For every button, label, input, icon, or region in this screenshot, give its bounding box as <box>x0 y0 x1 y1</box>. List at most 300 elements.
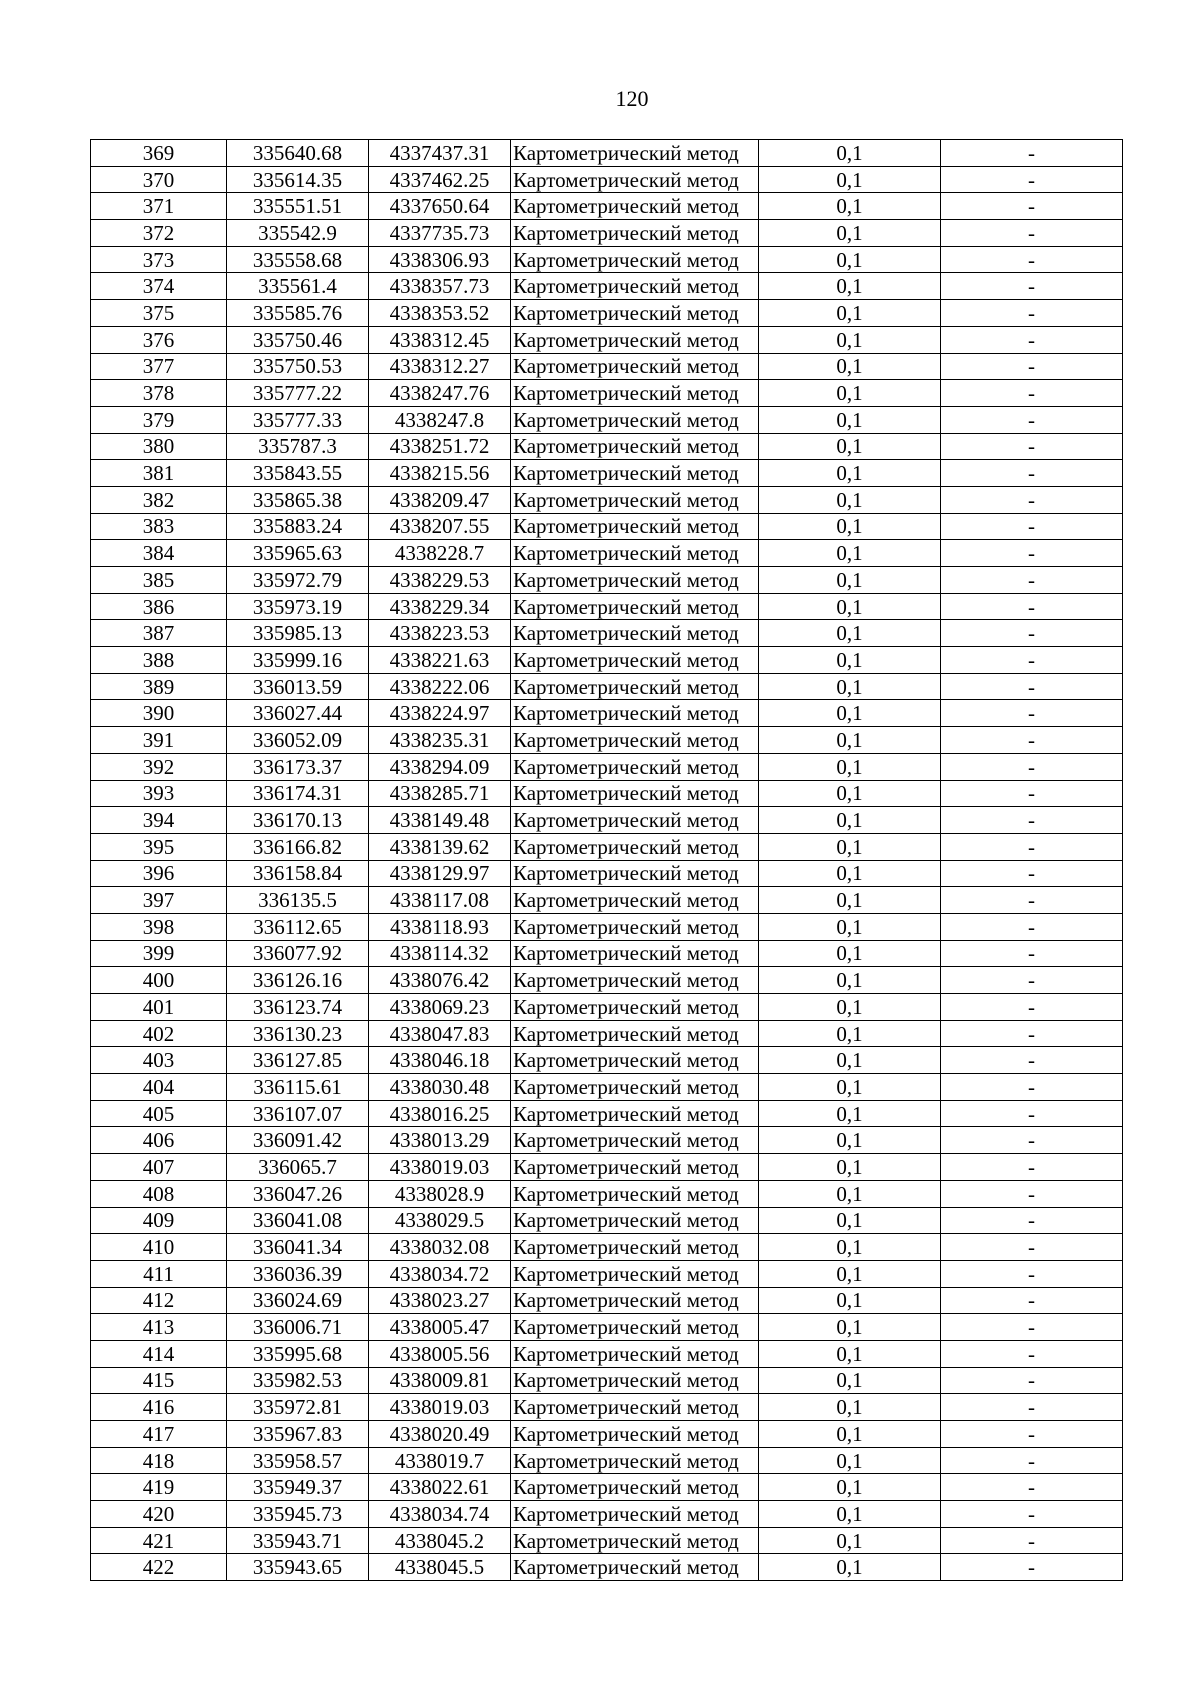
method-cell: Картометрический метод <box>511 1554 759 1581</box>
table-row <box>91 140 1123 167</box>
accuracy-cell: 0,1 <box>759 1421 941 1448</box>
table-row <box>91 994 1123 1021</box>
x-coordinate-cell: 336112.65 <box>227 913 369 940</box>
note-cell: - <box>941 1447 1123 1474</box>
method-cell: Картометрический метод <box>511 540 759 567</box>
table-row <box>91 1047 1123 1074</box>
point-number-cell: 381 <box>91 460 227 487</box>
accuracy-cell: 0,1 <box>759 1154 941 1181</box>
table-row <box>91 1367 1123 1394</box>
point-number-cell: 384 <box>91 540 227 567</box>
note-cell: - <box>941 193 1123 220</box>
y-coordinate-cell: 4338013.29 <box>369 1127 511 1154</box>
note-cell: - <box>941 220 1123 247</box>
accuracy-cell: 0,1 <box>759 753 941 780</box>
point-number-cell: 414 <box>91 1340 227 1367</box>
note-cell: - <box>941 620 1123 647</box>
y-coordinate-cell: 4338045.5 <box>369 1554 511 1581</box>
x-coordinate-cell: 336115.61 <box>227 1074 369 1101</box>
y-coordinate-cell: 4338207.55 <box>369 513 511 540</box>
point-number-cell: 406 <box>91 1127 227 1154</box>
method-cell: Картометрический метод <box>511 273 759 300</box>
method-cell: Картометрический метод <box>511 1154 759 1181</box>
accuracy-cell: 0,1 <box>759 860 941 887</box>
accuracy-cell: 0,1 <box>759 1394 941 1421</box>
method-cell: Картометрический метод <box>511 1127 759 1154</box>
accuracy-cell: 0,1 <box>759 1367 941 1394</box>
point-number-cell: 389 <box>91 673 227 700</box>
method-cell: Картометрический метод <box>511 647 759 674</box>
y-coordinate-cell: 4337735.73 <box>369 220 511 247</box>
point-number-cell: 421 <box>91 1527 227 1554</box>
point-number-cell: 379 <box>91 406 227 433</box>
x-coordinate-cell: 335949.37 <box>227 1474 369 1501</box>
x-coordinate-cell: 335750.53 <box>227 353 369 380</box>
y-coordinate-cell: 4337437.31 <box>369 140 511 167</box>
table-row <box>91 1074 1123 1101</box>
y-coordinate-cell: 4338247.76 <box>369 380 511 407</box>
point-number-cell: 394 <box>91 807 227 834</box>
x-coordinate-cell: 335561.4 <box>227 273 369 300</box>
point-number-cell: 403 <box>91 1047 227 1074</box>
note-cell: - <box>941 647 1123 674</box>
point-number-cell: 412 <box>91 1287 227 1314</box>
point-number-cell: 415 <box>91 1367 227 1394</box>
y-coordinate-cell: 4338312.27 <box>369 353 511 380</box>
accuracy-cell: 0,1 <box>759 673 941 700</box>
table-row <box>91 486 1123 513</box>
accuracy-cell: 0,1 <box>759 1207 941 1234</box>
point-number-cell: 377 <box>91 353 227 380</box>
note-cell: - <box>941 967 1123 994</box>
accuracy-cell: 0,1 <box>759 486 941 513</box>
point-number-cell: 370 <box>91 166 227 193</box>
accuracy-cell: 0,1 <box>759 967 941 994</box>
accuracy-cell: 0,1 <box>759 940 941 967</box>
x-coordinate-cell: 335972.79 <box>227 567 369 594</box>
table-row <box>91 166 1123 193</box>
note-cell: - <box>941 166 1123 193</box>
method-cell: Картометрический метод <box>511 620 759 647</box>
point-number-cell: 396 <box>91 860 227 887</box>
y-coordinate-cell: 4338224.97 <box>369 700 511 727</box>
accuracy-cell: 0,1 <box>759 1287 941 1314</box>
point-number-cell: 405 <box>91 1100 227 1127</box>
point-number-cell: 391 <box>91 727 227 754</box>
table-row <box>91 1207 1123 1234</box>
method-cell: Картометрический метод <box>511 513 759 540</box>
table-row <box>91 273 1123 300</box>
method-cell: Картометрический метод <box>511 486 759 513</box>
note-cell: - <box>941 940 1123 967</box>
accuracy-cell: 0,1 <box>759 833 941 860</box>
accuracy-cell: 0,1 <box>759 1074 941 1101</box>
note-cell: - <box>941 1100 1123 1127</box>
accuracy-cell: 0,1 <box>759 406 941 433</box>
x-coordinate-cell: 335865.38 <box>227 486 369 513</box>
accuracy-cell: 0,1 <box>759 353 941 380</box>
note-cell: - <box>941 807 1123 834</box>
y-coordinate-cell: 4338069.23 <box>369 994 511 1021</box>
accuracy-cell: 0,1 <box>759 1554 941 1581</box>
accuracy-cell: 0,1 <box>759 246 941 273</box>
x-coordinate-cell: 335542.9 <box>227 220 369 247</box>
method-cell: Картометрический метод <box>511 887 759 914</box>
method-cell: Картометрический метод <box>511 166 759 193</box>
y-coordinate-cell: 4338114.32 <box>369 940 511 967</box>
table-row <box>91 1527 1123 1554</box>
table-row <box>91 673 1123 700</box>
method-cell: Картометрический метод <box>511 380 759 407</box>
point-number-cell: 383 <box>91 513 227 540</box>
method-cell: Картометрический метод <box>511 700 759 727</box>
accuracy-cell: 0,1 <box>759 1314 941 1341</box>
accuracy-cell: 0,1 <box>759 1474 941 1501</box>
y-coordinate-cell: 4338117.08 <box>369 887 511 914</box>
table-row <box>91 940 1123 967</box>
point-number-cell: 417 <box>91 1421 227 1448</box>
point-number-cell: 400 <box>91 967 227 994</box>
y-coordinate-cell: 4337650.64 <box>369 193 511 220</box>
table-row <box>91 967 1123 994</box>
point-number-cell: 420 <box>91 1501 227 1528</box>
accuracy-cell: 0,1 <box>759 220 941 247</box>
x-coordinate-cell: 336091.42 <box>227 1127 369 1154</box>
x-coordinate-cell: 335750.46 <box>227 326 369 353</box>
method-cell: Картометрический метод <box>511 300 759 327</box>
y-coordinate-cell: 4338235.31 <box>369 727 511 754</box>
note-cell: - <box>941 513 1123 540</box>
note-cell: - <box>941 140 1123 167</box>
y-coordinate-cell: 4338019.7 <box>369 1447 511 1474</box>
table-row <box>91 1421 1123 1448</box>
y-coordinate-cell: 4338222.06 <box>369 673 511 700</box>
method-cell: Картометрический метод <box>511 727 759 754</box>
accuracy-cell: 0,1 <box>759 887 941 914</box>
note-cell: - <box>941 700 1123 727</box>
note-cell: - <box>941 887 1123 914</box>
y-coordinate-cell: 4338019.03 <box>369 1394 511 1421</box>
x-coordinate-cell: 336024.69 <box>227 1287 369 1314</box>
note-cell: - <box>941 1074 1123 1101</box>
table-row <box>91 780 1123 807</box>
point-number-cell: 419 <box>91 1474 227 1501</box>
table-row <box>91 1314 1123 1341</box>
table-row <box>91 1260 1123 1287</box>
x-coordinate-cell: 335945.73 <box>227 1501 369 1528</box>
y-coordinate-cell: 4338129.97 <box>369 860 511 887</box>
note-cell: - <box>941 1207 1123 1234</box>
table-row <box>91 300 1123 327</box>
accuracy-cell: 0,1 <box>759 593 941 620</box>
x-coordinate-cell: 335943.71 <box>227 1527 369 1554</box>
x-coordinate-cell: 336107.07 <box>227 1100 369 1127</box>
note-cell: - <box>941 1554 1123 1581</box>
method-cell: Картометрический метод <box>511 246 759 273</box>
note-cell: - <box>941 1047 1123 1074</box>
point-number-cell: 407 <box>91 1154 227 1181</box>
note-cell: - <box>941 994 1123 1021</box>
table-row <box>91 833 1123 860</box>
y-coordinate-cell: 4338032.08 <box>369 1234 511 1261</box>
accuracy-cell: 0,1 <box>759 460 941 487</box>
point-number-cell: 397 <box>91 887 227 914</box>
x-coordinate-cell: 336027.44 <box>227 700 369 727</box>
note-cell: - <box>941 1340 1123 1367</box>
note-cell: - <box>941 300 1123 327</box>
y-coordinate-cell: 4338228.7 <box>369 540 511 567</box>
y-coordinate-cell: 4338306.93 <box>369 246 511 273</box>
note-cell: - <box>941 1501 1123 1528</box>
method-cell: Картометрический метод <box>511 140 759 167</box>
table-row <box>91 353 1123 380</box>
x-coordinate-cell: 335614.35 <box>227 166 369 193</box>
accuracy-cell: 0,1 <box>759 1260 941 1287</box>
note-cell: - <box>941 406 1123 433</box>
x-coordinate-cell: 336126.16 <box>227 967 369 994</box>
point-number-cell: 372 <box>91 220 227 247</box>
y-coordinate-cell: 4338221.63 <box>369 647 511 674</box>
method-cell: Картометрический метод <box>511 1234 759 1261</box>
point-number-cell: 422 <box>91 1554 227 1581</box>
y-coordinate-cell: 4338229.53 <box>369 567 511 594</box>
accuracy-cell: 0,1 <box>759 273 941 300</box>
point-number-cell: 411 <box>91 1260 227 1287</box>
x-coordinate-cell: 335982.53 <box>227 1367 369 1394</box>
table-row <box>91 246 1123 273</box>
note-cell: - <box>941 433 1123 460</box>
method-cell: Картометрический метод <box>511 1447 759 1474</box>
point-number-cell: 378 <box>91 380 227 407</box>
point-number-cell: 392 <box>91 753 227 780</box>
table-row <box>91 1180 1123 1207</box>
method-cell: Картометрический метод <box>511 807 759 834</box>
method-cell: Картометрический метод <box>511 673 759 700</box>
method-cell: Картометрический метод <box>511 353 759 380</box>
accuracy-cell: 0,1 <box>759 326 941 353</box>
method-cell: Картометрический метод <box>511 860 759 887</box>
accuracy-cell: 0,1 <box>759 166 941 193</box>
table-row <box>91 193 1123 220</box>
note-cell: - <box>941 326 1123 353</box>
accuracy-cell: 0,1 <box>759 1447 941 1474</box>
method-cell: Картометрический метод <box>511 1207 759 1234</box>
x-coordinate-cell: 336123.74 <box>227 994 369 1021</box>
y-coordinate-cell: 4338229.34 <box>369 593 511 620</box>
y-coordinate-cell: 4338215.56 <box>369 460 511 487</box>
x-coordinate-cell: 335777.22 <box>227 380 369 407</box>
table-row <box>91 913 1123 940</box>
x-coordinate-cell: 336047.26 <box>227 1180 369 1207</box>
method-cell: Картометрический метод <box>511 753 759 780</box>
table-row <box>91 513 1123 540</box>
accuracy-cell: 0,1 <box>759 1180 941 1207</box>
table-row <box>91 380 1123 407</box>
point-number-cell: 410 <box>91 1234 227 1261</box>
table-row <box>91 1287 1123 1314</box>
note-cell: - <box>941 246 1123 273</box>
accuracy-cell: 0,1 <box>759 913 941 940</box>
method-cell: Картометрический метод <box>511 1314 759 1341</box>
method-cell: Картометрический метод <box>511 1394 759 1421</box>
table-row <box>91 326 1123 353</box>
y-coordinate-cell: 4338005.56 <box>369 1340 511 1367</box>
table-row <box>91 593 1123 620</box>
method-cell: Картометрический метод <box>511 833 759 860</box>
x-coordinate-cell: 336166.82 <box>227 833 369 860</box>
point-number-cell: 387 <box>91 620 227 647</box>
y-coordinate-cell: 4338047.83 <box>369 1020 511 1047</box>
y-coordinate-cell: 4338005.47 <box>369 1314 511 1341</box>
accuracy-cell: 0,1 <box>759 727 941 754</box>
table-row <box>91 700 1123 727</box>
table-row <box>91 540 1123 567</box>
table-row <box>91 1394 1123 1421</box>
note-cell: - <box>941 1287 1123 1314</box>
x-coordinate-cell: 335551.51 <box>227 193 369 220</box>
x-coordinate-cell: 336127.85 <box>227 1047 369 1074</box>
note-cell: - <box>941 1367 1123 1394</box>
table-row <box>91 807 1123 834</box>
point-number-cell: 371 <box>91 193 227 220</box>
x-coordinate-cell: 335985.13 <box>227 620 369 647</box>
accuracy-cell: 0,1 <box>759 780 941 807</box>
note-cell: - <box>941 460 1123 487</box>
point-number-cell: 402 <box>91 1020 227 1047</box>
accuracy-cell: 0,1 <box>759 1127 941 1154</box>
y-coordinate-cell: 4338029.5 <box>369 1207 511 1234</box>
y-coordinate-cell: 4338022.61 <box>369 1474 511 1501</box>
y-coordinate-cell: 4338030.48 <box>369 1074 511 1101</box>
accuracy-cell: 0,1 <box>759 1047 941 1074</box>
point-number-cell: 416 <box>91 1394 227 1421</box>
accuracy-cell: 0,1 <box>759 807 941 834</box>
y-coordinate-cell: 4338009.81 <box>369 1367 511 1394</box>
accuracy-cell: 0,1 <box>759 380 941 407</box>
point-number-cell: 409 <box>91 1207 227 1234</box>
y-coordinate-cell: 4338285.71 <box>369 780 511 807</box>
method-cell: Картометрический метод <box>511 967 759 994</box>
note-cell: - <box>941 727 1123 754</box>
x-coordinate-cell: 336041.08 <box>227 1207 369 1234</box>
note-cell: - <box>941 380 1123 407</box>
point-number-cell: 369 <box>91 140 227 167</box>
accuracy-cell: 0,1 <box>759 540 941 567</box>
point-number-cell: 401 <box>91 994 227 1021</box>
y-coordinate-cell: 4338045.2 <box>369 1527 511 1554</box>
method-cell: Картометрический метод <box>511 1047 759 1074</box>
table-row <box>91 1474 1123 1501</box>
table-row <box>91 1447 1123 1474</box>
x-coordinate-cell: 335943.65 <box>227 1554 369 1581</box>
method-cell: Картометрический метод <box>511 1287 759 1314</box>
note-cell: - <box>941 860 1123 887</box>
y-coordinate-cell: 4338209.47 <box>369 486 511 513</box>
note-cell: - <box>941 913 1123 940</box>
x-coordinate-cell: 336006.71 <box>227 1314 369 1341</box>
x-coordinate-cell: 336173.37 <box>227 753 369 780</box>
x-coordinate-cell: 336158.84 <box>227 860 369 887</box>
y-coordinate-cell: 4338023.27 <box>369 1287 511 1314</box>
note-cell: - <box>941 1260 1123 1287</box>
point-number-cell: 385 <box>91 567 227 594</box>
method-cell: Картометрический метод <box>511 994 759 1021</box>
accuracy-cell: 0,1 <box>759 1527 941 1554</box>
note-cell: - <box>941 273 1123 300</box>
table-row <box>91 406 1123 433</box>
y-coordinate-cell: 4338139.62 <box>369 833 511 860</box>
method-cell: Картометрический метод <box>511 780 759 807</box>
accuracy-cell: 0,1 <box>759 1234 941 1261</box>
page-number: 120 <box>615 86 649 111</box>
accuracy-cell: 0,1 <box>759 513 941 540</box>
table-row <box>91 1554 1123 1581</box>
y-coordinate-cell: 4338312.45 <box>369 326 511 353</box>
accuracy-cell: 0,1 <box>759 1100 941 1127</box>
accuracy-cell: 0,1 <box>759 300 941 327</box>
method-cell: Картометрический метод <box>511 193 759 220</box>
point-number-cell: 374 <box>91 273 227 300</box>
note-cell: - <box>941 486 1123 513</box>
x-coordinate-cell: 336065.7 <box>227 1154 369 1181</box>
method-cell: Картометрический метод <box>511 1260 759 1287</box>
note-cell: - <box>941 567 1123 594</box>
x-coordinate-cell: 335787.3 <box>227 433 369 460</box>
point-number-cell: 390 <box>91 700 227 727</box>
point-number-cell: 373 <box>91 246 227 273</box>
x-coordinate-cell: 335965.63 <box>227 540 369 567</box>
method-cell: Картометрический метод <box>511 433 759 460</box>
point-number-cell: 376 <box>91 326 227 353</box>
note-cell: - <box>941 1314 1123 1341</box>
method-cell: Картометрический метод <box>511 1074 759 1101</box>
note-cell: - <box>941 353 1123 380</box>
point-number-cell: 418 <box>91 1447 227 1474</box>
x-coordinate-cell: 336036.39 <box>227 1260 369 1287</box>
method-cell: Картометрический метод <box>511 1527 759 1554</box>
x-coordinate-cell: 335973.19 <box>227 593 369 620</box>
method-cell: Картометрический метод <box>511 940 759 967</box>
accuracy-cell: 0,1 <box>759 700 941 727</box>
accuracy-cell: 0,1 <box>759 1020 941 1047</box>
accuracy-cell: 0,1 <box>759 994 941 1021</box>
point-number-cell: 375 <box>91 300 227 327</box>
point-number-cell: 380 <box>91 433 227 460</box>
note-cell: - <box>941 1127 1123 1154</box>
x-coordinate-cell: 335883.24 <box>227 513 369 540</box>
y-coordinate-cell: 4338019.03 <box>369 1154 511 1181</box>
note-cell: - <box>941 753 1123 780</box>
note-cell: - <box>941 1527 1123 1554</box>
method-cell: Картометрический метод <box>511 220 759 247</box>
y-coordinate-cell: 4338247.8 <box>369 406 511 433</box>
point-number-cell: 382 <box>91 486 227 513</box>
accuracy-cell: 0,1 <box>759 567 941 594</box>
x-coordinate-cell: 335558.68 <box>227 246 369 273</box>
coordinates-table <box>90 139 1123 1581</box>
note-cell: - <box>941 1394 1123 1421</box>
point-number-cell: 395 <box>91 833 227 860</box>
table-row <box>91 1100 1123 1127</box>
method-cell: Картометрический метод <box>511 1501 759 1528</box>
x-coordinate-cell: 336077.92 <box>227 940 369 967</box>
y-coordinate-cell: 4338223.53 <box>369 620 511 647</box>
method-cell: Картометрический метод <box>511 1340 759 1367</box>
method-cell: Картометрический метод <box>511 406 759 433</box>
table-row <box>91 753 1123 780</box>
accuracy-cell: 0,1 <box>759 1501 941 1528</box>
note-cell: - <box>941 1154 1123 1181</box>
